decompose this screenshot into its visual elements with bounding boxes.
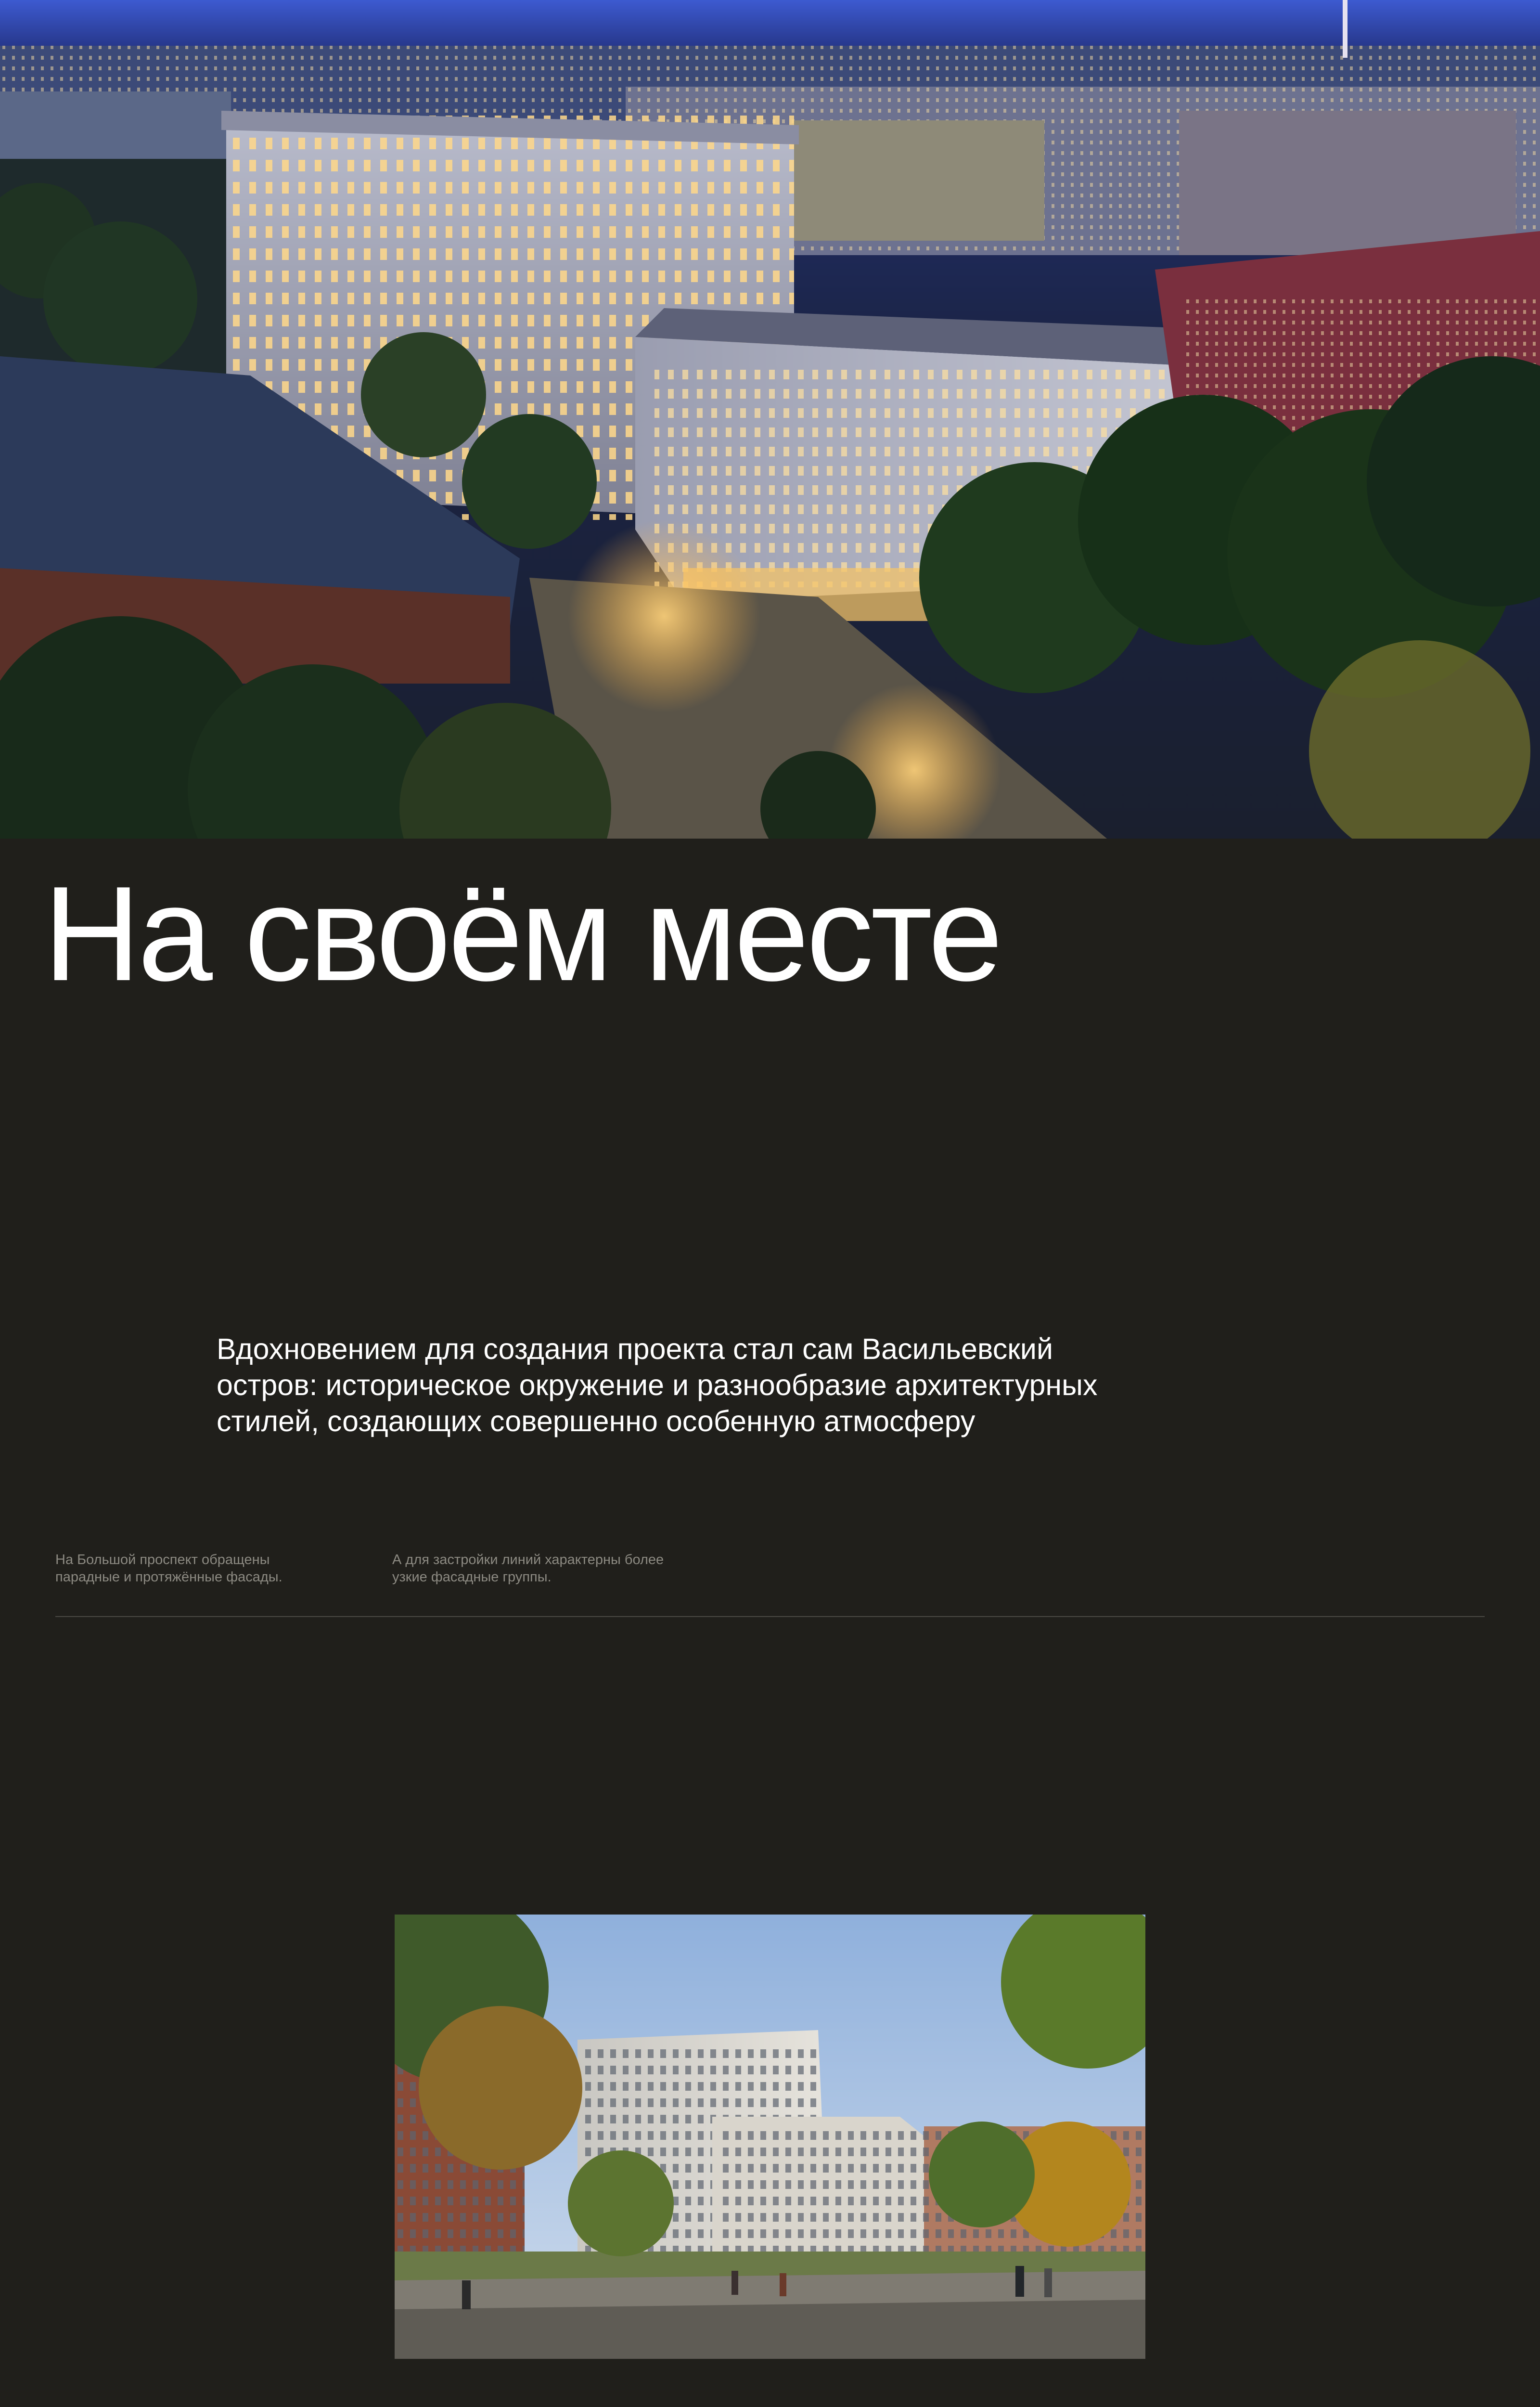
project-render-image (395, 1915, 1145, 2359)
facade-note-right: А для застройки линий характерны более узкие фасадные группы. (392, 1552, 664, 1585)
section-divider (55, 1616, 1485, 1617)
hero-image (0, 0, 1540, 839)
facade-note-left: На Большой проспект обращены парадные и протяжённые фасады. (55, 1552, 282, 1585)
page-title: На своём месте (43, 859, 1001, 1009)
lead-paragraph: Вдохновением для создания проекта стал сам Васильевский остров: историческое окружение и разнообразие архитектурных стилей, создающих совершенно особенную атмосферу (217, 1333, 1098, 1437)
